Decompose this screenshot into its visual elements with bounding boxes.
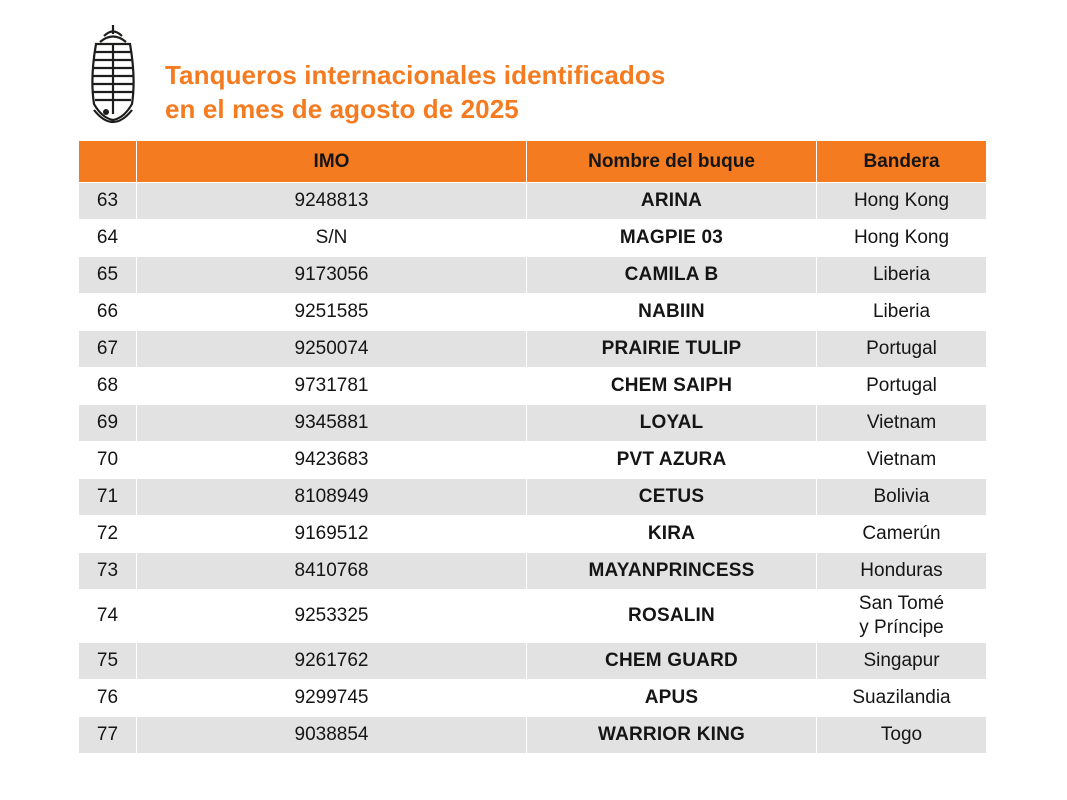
row-imo-cell: S/N xyxy=(137,220,527,257)
row-flag-cell: Bolivia xyxy=(817,479,987,516)
row-index-cell: 72 xyxy=(79,516,137,553)
table-row xyxy=(79,220,987,257)
table-row xyxy=(79,442,987,479)
vessels-table-wrapper xyxy=(78,140,986,754)
row-index-cell: 68 xyxy=(79,368,137,405)
row-name-cell: PVT AZURA xyxy=(527,442,817,479)
table-row xyxy=(79,717,987,754)
flag-line: y Príncipe xyxy=(859,617,944,638)
row-index-cell: 75 xyxy=(79,643,137,680)
title-line-1: Tanqueros internacionales identificados xyxy=(165,60,666,90)
row-imo-cell: 9299745 xyxy=(137,680,527,717)
table-row xyxy=(79,405,987,442)
column-header-index xyxy=(79,141,137,183)
table-body xyxy=(79,183,987,754)
row-name-cell: WARRIOR KING xyxy=(527,717,817,754)
column-header-name: Nombre del buque xyxy=(527,141,817,183)
row-flag-cell: Vietnam xyxy=(817,442,987,479)
row-name-cell: NABIIN xyxy=(527,294,817,331)
row-imo-cell: 8410768 xyxy=(137,553,527,590)
row-flag-cell: Liberia xyxy=(817,294,987,331)
row-imo-cell: 9261762 xyxy=(137,643,527,680)
row-name-cell: PRAIRIE TULIP xyxy=(527,331,817,368)
ship-logo-icon xyxy=(80,22,148,134)
row-index-cell: 63 xyxy=(79,183,137,220)
row-index-cell: 73 xyxy=(79,553,137,590)
row-name-cell: CAMILA B xyxy=(527,257,817,294)
table-row xyxy=(79,680,987,717)
row-flag-cell: Singapur xyxy=(817,643,987,680)
row-name-cell: CHEM SAIPH xyxy=(527,368,817,405)
row-flag-cell: Vietnam xyxy=(817,405,987,442)
table-row xyxy=(79,590,987,643)
table-row xyxy=(79,643,987,680)
row-imo-cell: 9345881 xyxy=(137,405,527,442)
row-imo-cell: 9251585 xyxy=(137,294,527,331)
row-flag-cell: Portugal xyxy=(817,368,987,405)
table-row xyxy=(79,479,987,516)
column-header-imo: IMO xyxy=(137,141,527,183)
row-flag-cell: Camerún xyxy=(817,516,987,553)
row-imo-cell: 9253325 xyxy=(137,590,527,643)
page-title xyxy=(165,58,885,126)
flag-line: San Tomé xyxy=(858,593,945,614)
row-name-cell: ARINA xyxy=(527,183,817,220)
row-imo-cell: 9731781 xyxy=(137,368,527,405)
row-flag-cell: Togo xyxy=(817,717,987,754)
row-imo-cell: 9173056 xyxy=(137,257,527,294)
row-name-cell: MAGPIE 03 xyxy=(527,220,817,257)
row-flag-cell: Portugal xyxy=(817,331,987,368)
row-index-cell: 76 xyxy=(79,680,137,717)
column-header-flag: Bandera xyxy=(817,141,987,183)
row-imo-cell: 9250074 xyxy=(137,331,527,368)
row-flag-cell: Hong Kong xyxy=(817,220,987,257)
row-imo-cell: 9038854 xyxy=(137,717,527,754)
document-header xyxy=(0,0,1067,140)
row-name-cell: APUS xyxy=(527,680,817,717)
row-name-cell: CHEM GUARD xyxy=(527,643,817,680)
row-name-cell: KIRA xyxy=(527,516,817,553)
row-index-cell: 66 xyxy=(79,294,137,331)
row-flag-cell: Liberia xyxy=(817,257,987,294)
row-flag-cell: Honduras xyxy=(817,553,987,590)
table-row xyxy=(79,516,987,553)
row-index-cell: 77 xyxy=(79,717,137,754)
row-flag-cell xyxy=(817,590,987,643)
row-imo-cell: 9423683 xyxy=(137,442,527,479)
row-index-cell: 74 xyxy=(79,590,137,643)
row-name-cell: MAYANPRINCESS xyxy=(527,553,817,590)
row-imo-cell: 9248813 xyxy=(137,183,527,220)
row-index-cell: 67 xyxy=(79,331,137,368)
row-flag-cell: Suazilandia xyxy=(817,680,987,717)
row-index-cell: 65 xyxy=(79,257,137,294)
table-row xyxy=(79,553,987,590)
table-row xyxy=(79,294,987,331)
table-row xyxy=(79,331,987,368)
row-name-cell: LOYAL xyxy=(527,405,817,442)
row-flag-cell: Hong Kong xyxy=(817,183,987,220)
row-name-cell: CETUS xyxy=(527,479,817,516)
vessels-table xyxy=(78,140,987,754)
row-index-cell: 69 xyxy=(79,405,137,442)
table-row xyxy=(79,183,987,220)
row-imo-cell: 8108949 xyxy=(137,479,527,516)
row-index-cell: 71 xyxy=(79,479,137,516)
row-index-cell: 70 xyxy=(79,442,137,479)
table-row xyxy=(79,368,987,405)
title-line-2: en el mes de agosto de 2025 xyxy=(165,94,519,124)
row-name-cell: ROSALIN xyxy=(527,590,817,643)
table-row xyxy=(79,257,987,294)
table-header-row xyxy=(79,141,987,183)
row-imo-cell: 9169512 xyxy=(137,516,527,553)
row-index-cell: 64 xyxy=(79,220,137,257)
